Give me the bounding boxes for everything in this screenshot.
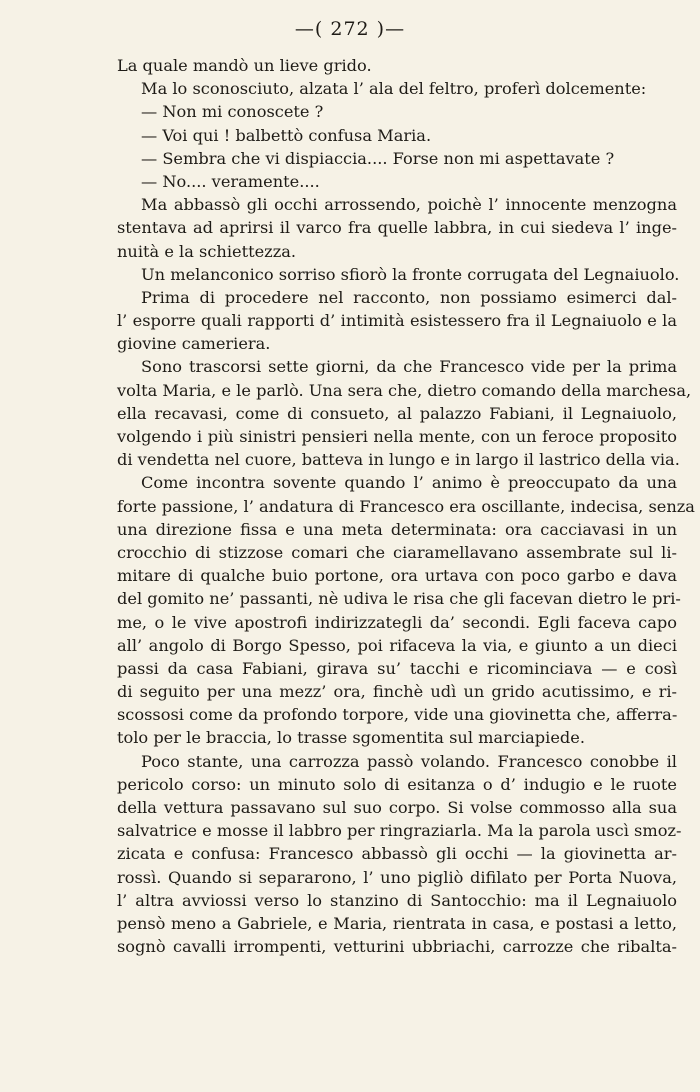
text-line: Ma abbassò gli occhi arrossendo, poichè l’ innocente menzogna [141,195,677,215]
text-line: — Voi qui ! balbettò confusa Maria. [141,125,432,145]
page-number-header: —( 272 )— [294,18,406,40]
text-line: — Non mi conoscete ? [141,102,324,122]
text-line: volta Maria, e le parlò. Una sera che, dietro comando della marchesa, [117,380,692,400]
text-line: zicata e confusa: Francesco abbassò gli occhi — la giovinetta ar- [117,844,677,864]
text-line: Ma lo sconosciuto, alzata l’ ala del feltro, proferì dolcemente: [141,79,647,99]
text-line: volgendo i più sinistri pensieri nella mente, con un feroce proposito [117,427,677,446]
text-line: pensò meno a Gabriele, e Maria, rientrata in casa, e postasi a letto, [117,913,677,933]
text-line: me, o le vive apostrofi indirizzategli da’ secondi. Egli faceva capo [117,612,677,632]
text-line: — Sembra che vi dispiaccia.... Forse non mi aspettavate ? [141,148,615,168]
text-line: Come incontra sovente quando l’ animo è preoccupato da una [141,473,677,493]
text-line: l’ esporre quali rapporti d’ intimità esistessero fra il Legnaiuolo e la [117,311,677,331]
text-line: di vendetta nel cuore, batteva in lungo e in largo il lastrico della via. [117,450,680,470]
text-line: pericolo corso: un minuto solo di esitanza o d’ indugio e le ruote [117,774,677,794]
text-line: ella recavasi, come di consueto, al palazzo Fabiani, il Legnaiuolo, [117,403,677,423]
text-line: La quale mandò un lieve grido. [117,56,372,75]
body-text [117,54,695,958]
text-line: nuità e la schiettezza. [117,241,297,261]
text-line: Sono trascorsi sette giorni, da che Francesco vide per la prima [141,357,677,377]
text-line: — No.... veramente.... [141,171,320,191]
text-line: sognò cavalli irrompenti, vetturini ubbriachi, carrozze che ribalta- [117,937,677,957]
text-line: passi da casa Fabiani, girava su’ tacchi e ricominciava — e così [117,658,677,678]
text-line: mitare di qualche buio portone, ora urtava con poco garbo e dava [117,566,677,586]
text-line: stentava ad aprirsi il varco fra quelle labbra, in cui siedeva l’ inge- [117,218,677,238]
text-line: giovine cameriera. [117,334,271,354]
text-line: rossì. Quando si separarono, l’ uno pigliò difilato per Porta Nuova, [117,867,677,887]
text-line: crocchio di stizzose comari che ciaramellavano assembrate sul li- [117,542,677,562]
text-line: tolo per le braccia, lo trasse sgomentita sul marciapiede. [117,728,585,748]
text-line: salvatrice e mosse il labbro per ringraziarla. Ma la parola uscì smoz- [117,821,682,841]
text-line: l’ altra avviossi verso lo stanzino di Santocchio: ma il Legnaiuolo [117,890,677,910]
text-line: Un melanconico sorriso sfiorò la fronte corrugata del Legnaiuolo. [141,264,680,284]
text-line: Prima di procedere nel racconto, non possiamo esimerci dal- [141,287,677,307]
text-line: Poco stante, una carrozza passò volando. Francesco conobbe il [141,751,677,771]
text-line: di seguito per una mezz’ ora, finchè udì un grido acutissimo, e ri- [117,682,677,702]
text-line: all’ angolo di Borgo Spesso, poi rifaceva la via, e giunto a un dieci [117,635,677,655]
text-line: della vettura passavano sul suo corpo. Si volse commosso alla sua [117,798,677,817]
text-line: forte passione, l’ andatura di Francesco era oscillante, indecisa, senza [117,496,695,516]
text-line: una direzione fissa e una meta determinata: ora cacciavasi in un [117,519,677,539]
text-line: scossosi come da profondo torpore, vide una giovinetta che, afferra- [117,705,678,725]
text-line: del gomito ne’ passanti, nè udiva le risa che gli facevan dietro le pri- [117,589,681,609]
